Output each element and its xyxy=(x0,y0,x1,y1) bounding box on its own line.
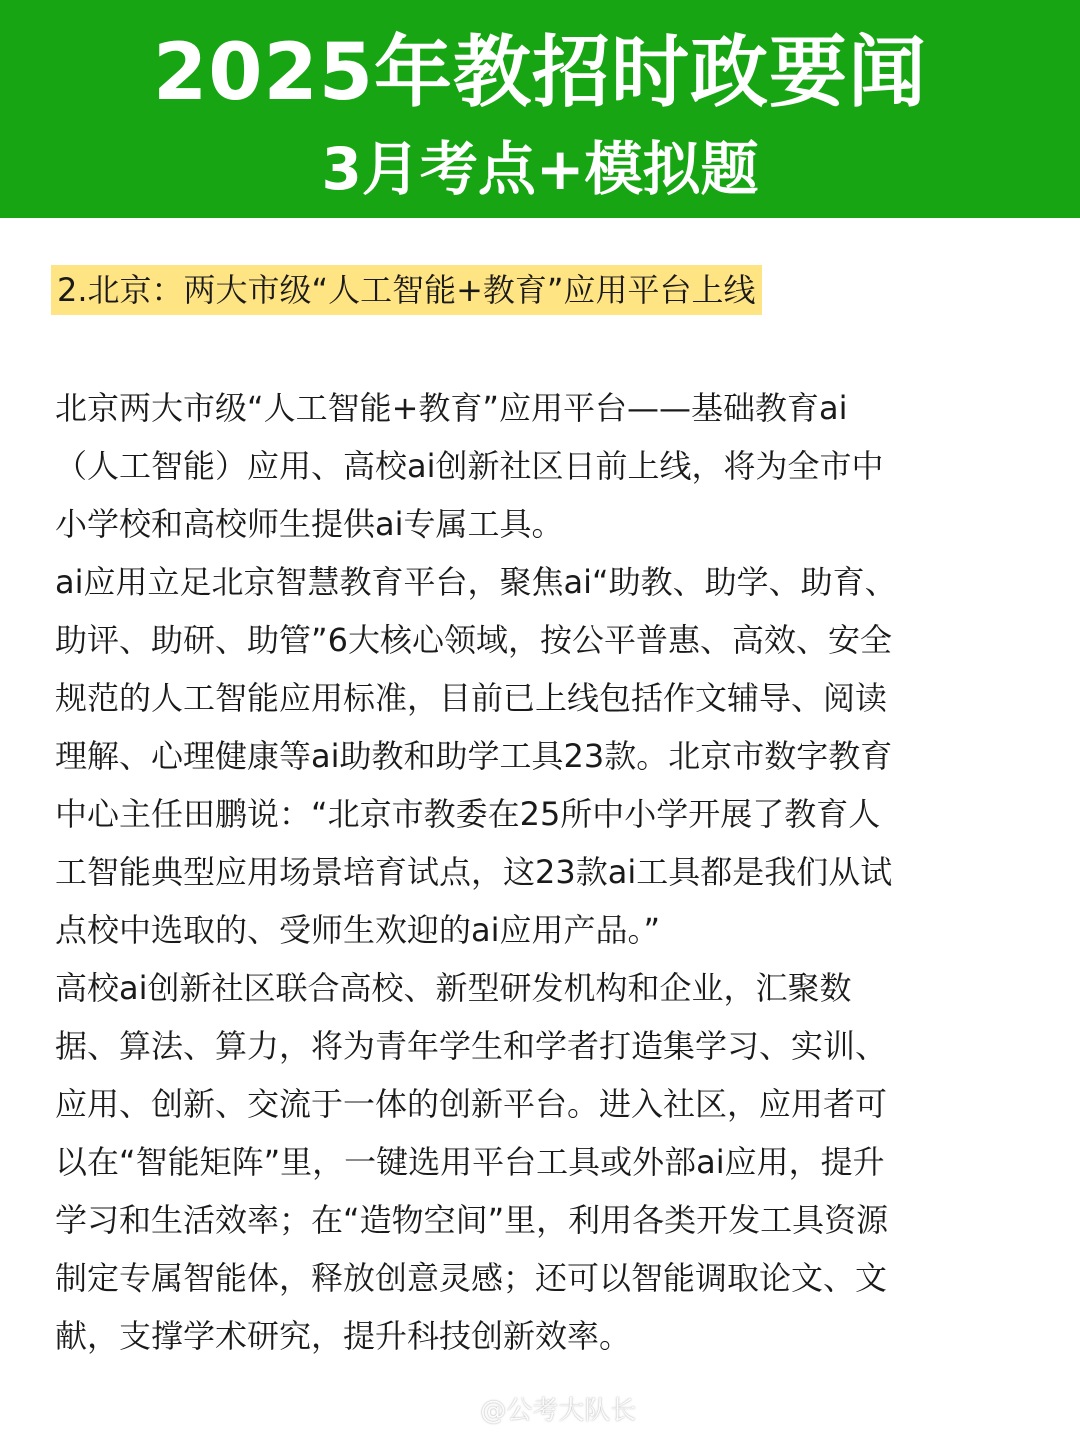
body-line: 点校中选取的、受师生欢迎的ai应用产品。” xyxy=(55,911,661,949)
body-line: （人工智能）应用、高校ai创新社区日前上线，将为全市中 xyxy=(55,447,884,485)
body-line: 工智能典型应用场景培育试点，这23款ai工具都是我们从试 xyxy=(55,853,893,891)
body-line: 小学校和高校师生提供ai专属工具。 xyxy=(55,505,564,543)
article-body xyxy=(55,379,1025,1365)
section-heading: 2.北京：两大市级“人工智能+教育”应用平台上线 xyxy=(51,265,762,315)
weibo-icon xyxy=(440,1400,468,1424)
watermark-text: @公考大队长 xyxy=(480,1396,637,1426)
page-title: 2025年教招时政要闻 xyxy=(152,28,928,118)
header-banner xyxy=(0,0,1080,218)
body-line: 助评、助研、助管”6大核心领域，按公平普惠、高效、安全 xyxy=(55,621,892,659)
body-line: 学习和生活效率；在“造物空间”里，利用各类开发工具资源 xyxy=(55,1201,889,1239)
body-line: 据、算法、算力，将为青年学生和学者打造集学习、实训、 xyxy=(55,1027,888,1065)
body-line: 规范的人工智能应用标准，目前已上线包括作文辅导、阅读 xyxy=(55,679,888,717)
body-line: 高校ai创新社区联合高校、新型研发机构和企业，汇聚数 xyxy=(55,969,852,1007)
body-line: 献，支撑学术研究，提升科技创新效率。 xyxy=(55,1317,632,1355)
body-line: 应用、创新、交流于一体的创新平台。进入社区，应用者可 xyxy=(55,1085,888,1123)
body-line: ai应用立足北京智慧教育平台，聚焦ai“助教、助学、助育、 xyxy=(55,563,897,601)
body-line: 北京两大市级“人工智能+教育”应用平台——基础教育ai xyxy=(55,389,848,427)
page-subtitle: 3月考点+模拟题 xyxy=(321,135,759,203)
body-line: 以在“智能矩阵”里，一键选用平台工具或外部ai应用，提升 xyxy=(55,1143,885,1181)
body-line: 理解、心理健康等ai助教和助学工具23款。北京市数字教育 xyxy=(55,737,893,775)
body-line: 中心主任田鹏说：“北京市教委在25所中小学开展了教育人 xyxy=(55,795,881,833)
watermark xyxy=(440,1394,636,1428)
body-line: 制定专属智能体，释放创意灵感；还可以智能调取论文、文 xyxy=(55,1259,888,1297)
